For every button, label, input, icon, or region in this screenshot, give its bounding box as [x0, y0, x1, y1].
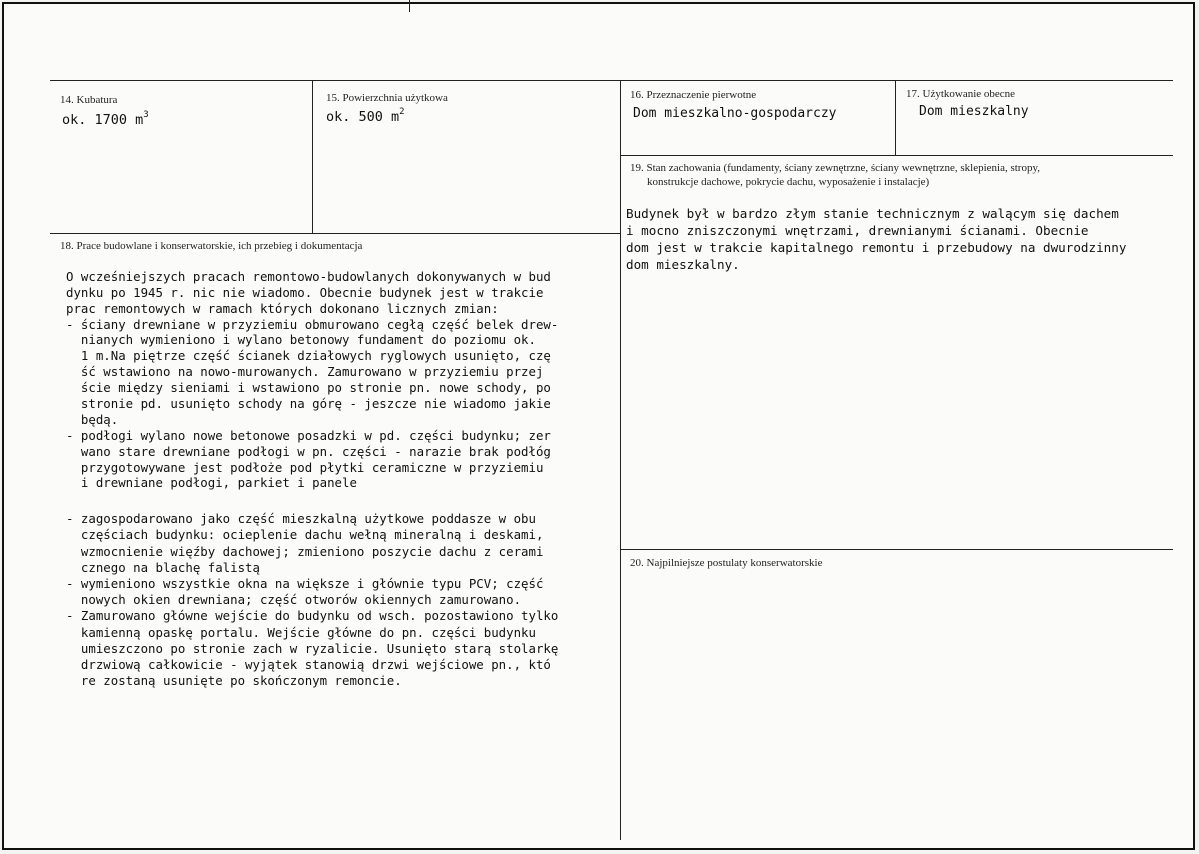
prace-line: dynku po 1945 r. nic nie wiadomo. Obecnie budynek jest w trakcie: [66, 284, 544, 300]
kubatura-label: 14. Kubatura: [60, 94, 118, 106]
header-rule: [50, 80, 1173, 81]
prace-line: O wcześniejszych pracach remontowo-budowlanych dokonywanych w bud: [66, 268, 551, 284]
przeznaczenie-value: Dom mieszkalno-gospodarczy: [633, 106, 837, 121]
stan-line: dom mieszkalny.: [626, 257, 740, 272]
row-rule-left: [50, 233, 620, 234]
kubatura-number: ok. 1700 m: [62, 112, 144, 128]
prace-line: wano stare drewniane podłogi w pn. części - narazie brak podłóg: [66, 443, 551, 459]
prace-line: - zagospodarowano jako część mieszkalną użytkowe poddasze w obu: [66, 511, 536, 527]
prace-line: drzwiową całkowicie - wyjątek stanowią drzwi wejściowe pn., któ: [66, 656, 551, 672]
postulaty-label: 20. Najpilniejsze postulaty konserwatorskie: [630, 557, 823, 569]
kubatura-value: [62, 110, 149, 129]
prace-line: ście między sieniami i wstawiono po stronie pn. nowe schody, po: [66, 380, 551, 396]
col-divider-1: [312, 80, 313, 233]
prace-line: 1 m.Na piętrze część ścianek działowych ryglowych usunięto, czę: [66, 348, 551, 364]
stan-line: i mocno zniszczonymi wnętrzami, drewnianymi ścianami. Obecnie: [626, 223, 1089, 238]
prace-line: i drewniane podłogi, parkiet i panele: [66, 475, 357, 491]
powierzchnia-number: ok. 500 m: [326, 109, 400, 125]
prace-line: stronie pd. usunięto schody na górę - jeszcze nie wiadomo jakie: [66, 396, 551, 412]
prace-line: cznego na blachę falistą: [66, 559, 260, 575]
prace-text-b: [66, 495, 558, 689]
prace-line: częściach budynku: ocieplenie dachu wełną mineralną i deskami,: [66, 527, 544, 543]
prace-line: kamienną opaskę portalu. Wejście główne do pn. części budynku: [66, 624, 536, 640]
kubatura-exponent: 3: [143, 110, 149, 120]
prace-line: - ściany drewniane w przyziemiu obmurowano cegłą część belek drew-: [66, 316, 559, 332]
prace-line: - Zamurowano główne wejście do budynku od wsch. pozostawiono tylko: [66, 608, 559, 624]
prace-line: ść wstawiono na nowo-murowanych. Zamurowano w przyziemiu przej: [66, 364, 544, 380]
prace-line: umieszczono po stronie zach w ryzalicie. Usunięto starą stolarkę: [66, 640, 559, 656]
prace-line: - podłogi wylano nowe betonowe posadzki w pd. części budynku; zer: [66, 427, 551, 443]
prace-line: nowych okien drewniana; część otworów okiennych zamurowano.: [66, 592, 522, 608]
powierzchnia-value: [326, 107, 405, 126]
prace-line: re zostaną usunięte po skończonym remoncie.: [66, 673, 402, 689]
row-rule-right: [620, 155, 1173, 156]
uzytkowanie-label: 17. Użytkowanie obecne: [906, 88, 1016, 100]
prace-text-a: [66, 253, 558, 491]
col-divider-main: [620, 80, 621, 840]
row-rule-postulaty: [620, 549, 1173, 550]
stan-line: dom jest w trakcie kapitalnego remontu i przebudowy na dwurodzinny: [626, 240, 1127, 255]
stan-text: [626, 188, 1126, 273]
prace-line: wzmocnienie więźby dachowej; zmieniono poszycie dachu z cerami: [66, 543, 544, 559]
stan-line: Budynek był w bardzo złym stanie technicznym z walącym się dachem: [626, 206, 1119, 221]
stan-label-line2: konstrukcje dachowe, pokrycie dachu, wyposażenie i instalacje): [647, 176, 930, 188]
prace-line: prac remontowych w ramach których dokonano licznych zmian:: [66, 300, 499, 316]
prace-label: 18. Prace budowlane i konserwatorskie, ich przebieg i dokumentacja: [60, 240, 363, 252]
prace-line: będą.: [66, 411, 119, 427]
prace-line: - wymieniono wszystkie okna na większe i głównie typu PCV; część: [66, 575, 544, 591]
przeznaczenie-label: 16. Przeznaczenie pierwotne: [630, 89, 757, 101]
stan-label-line1: 19. Stan zachowania (fundamenty, ściany zewnętrzne, ściany wewnętrzne, sklepienia, stropy,: [630, 162, 1041, 174]
prace-line: przygotowywane jest podłoże pod płytki ceramiczne w przyziemiu: [66, 459, 544, 475]
powierzchnia-exponent: 2: [399, 107, 405, 117]
top-tick-mark: [409, 0, 410, 12]
uzytkowanie-value: Dom mieszkalny: [919, 104, 1029, 119]
prace-line: nianych wymieniono i wylano betonowy fundament do poziomu ok.: [66, 332, 536, 348]
col-divider-3: [895, 80, 896, 155]
powierzchnia-label: 15. Powierzchnia użytkowa: [326, 92, 448, 104]
